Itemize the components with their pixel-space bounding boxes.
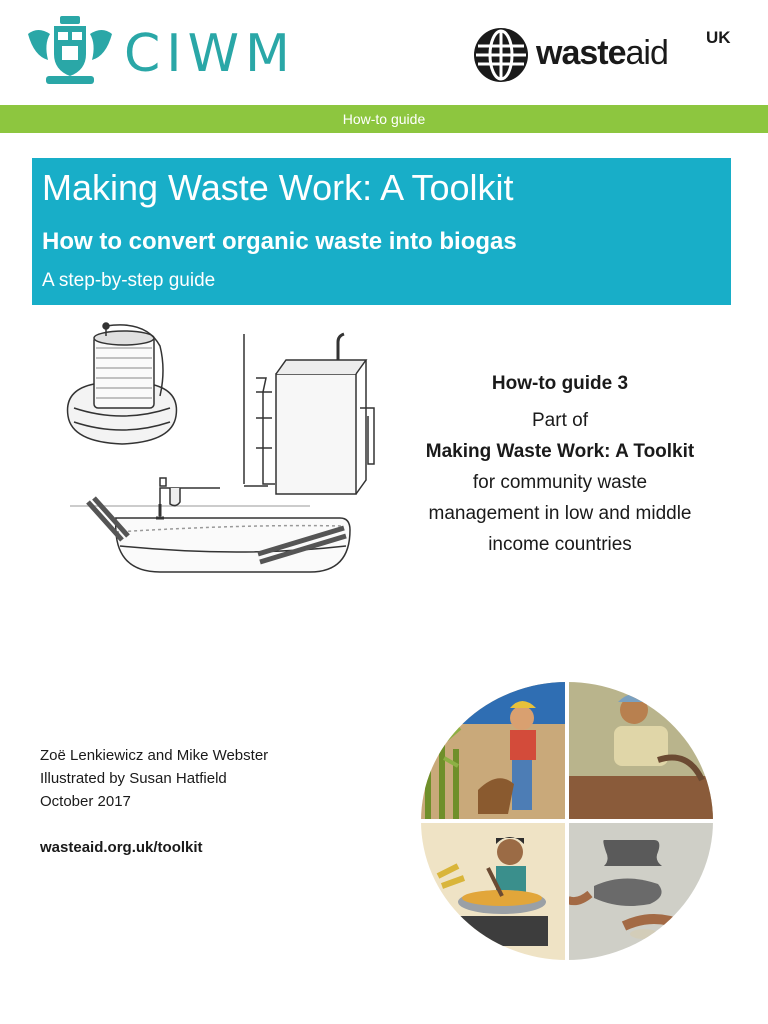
ciwm-logo — [24, 14, 324, 86]
wasteaid-word-bold: waste — [536, 34, 626, 72]
wasteaid-suffix: UK — [706, 28, 731, 47]
illustrator: Illustrated by Susan Hatfield — [40, 770, 227, 787]
guide-type-banner: How-to guide — [0, 105, 768, 133]
toolkit-name: Making Waste Work: A Toolkit — [425, 441, 695, 462]
description-line-2: management in low and middle — [428, 503, 692, 524]
description-line-1: for community waste — [472, 472, 648, 493]
ciwm-wordmark: CIWM — [124, 24, 296, 84]
wasteaid-wordmark — [536, 36, 668, 70]
website-link[interactable]: wasteaid.org.uk/toolkit — [40, 839, 203, 856]
waste-work-circle-illustration — [418, 680, 716, 962]
ciwm-crest-icon — [24, 14, 116, 86]
page-title: Making Waste Work: A Toolkit — [42, 167, 514, 208]
guide-info — [398, 368, 722, 560]
publication-date: October 2017 — [40, 793, 131, 810]
guide-number: How-to guide 3 — [491, 373, 629, 394]
globe-icon — [472, 26, 530, 84]
description-line-3: income countries — [488, 534, 632, 555]
part-of-label: Part of — [532, 410, 588, 431]
credits — [40, 744, 268, 813]
title-box — [32, 158, 731, 305]
authors: Zoë Lenkiewicz and Mike Webster — [40, 747, 269, 764]
wasteaid-word-light: aid — [625, 34, 668, 72]
wasteaid-logo — [472, 20, 742, 84]
page-subtitle: How to convert organic waste into biogas — [42, 228, 517, 255]
page-tagline: A step-by-step guide — [42, 270, 216, 291]
biogas-digester-illustration — [60, 318, 390, 580]
